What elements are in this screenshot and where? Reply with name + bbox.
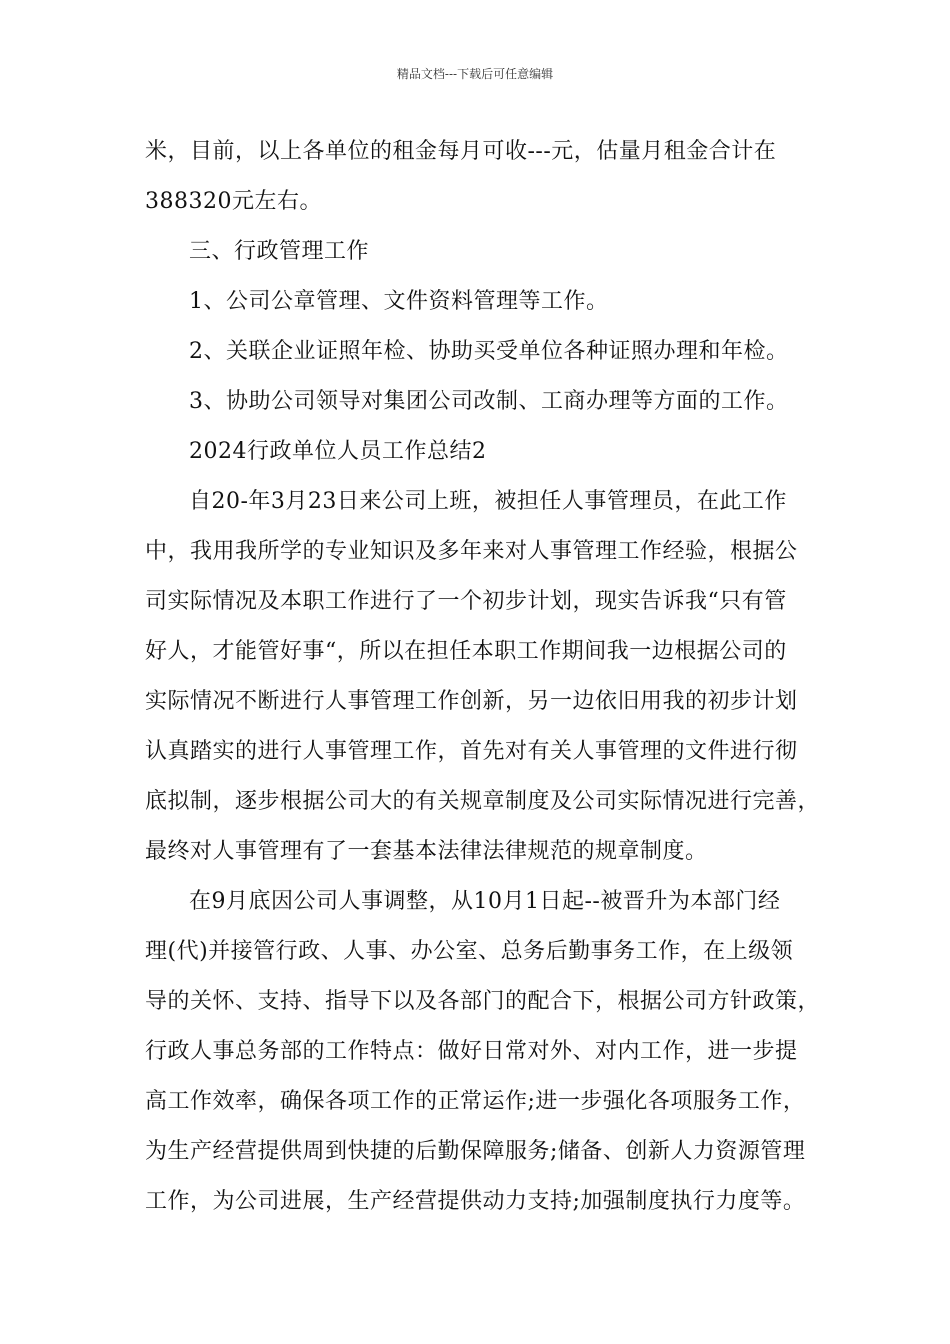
text-line: 在9月底因公司人事调整，从10月1日起--被晋升为本部门经 [189, 889, 781, 914]
list-item: 1、公司公章管理、文件资料管理等工作。 [189, 289, 609, 314]
text-line: 行政人事总务部的工作特点：做好日常对外、对内工作，进一步提 [145, 1039, 798, 1064]
text-line: 中，我用我所学的专业知识及多年来对人事管理工作经验，根据公 [145, 539, 798, 564]
text-line: 自20-年3月23日来公司上班，被担任人事管理员，在此工作 [189, 489, 787, 514]
text-line: 工作，为公司进展，生产经营提供动力支持;加强制度执行力度等。 [145, 1189, 806, 1214]
list-item: 2、关联企业证照年检、协助买受单位各种证照办理和年检。 [189, 339, 789, 364]
text-line: 好人，才能管好事“，所以在担任本职工作期间我一边根据公司的 [145, 639, 787, 664]
text-line: 认真踏实的进行人事管理工作，首先对有关人事管理的文件进行彻 [145, 739, 798, 764]
text-line: 高工作效率，确保各项工作的正常运作;进一步强化各项服务工作， [145, 1089, 806, 1114]
text-line: 导的关怀、支持、指导下以及各部门的配合下，根据公司方针政策， [145, 989, 821, 1014]
document-title: 2024行政单位人员工作总结2 [189, 439, 487, 464]
page-header: 精品文档---下载后可任意编辑 [396, 67, 554, 81]
text-line: 米，目前，以上各单位的租金每月可收---元，估量月租金合计在 [145, 139, 777, 164]
list-item: 3、协助公司领导对集团公司改制、工商办理等方面的工作。 [189, 389, 789, 414]
text-line: 最终对人事管理有了一套基本法律法律规范的规章制度。 [145, 839, 708, 864]
section-heading: 三、行政管理工作 [189, 239, 370, 264]
text-line: 司实际情况及本职工作进行了一个初步计划，现实告诉我“只有管 [145, 589, 787, 614]
text-line: 实际情况不断进行人事管理工作创新，另一边依旧用我的初步计划 [145, 689, 798, 714]
text-line: 理(代)并接管行政、人事、办公室、总务后勤事务工作，在上级领 [145, 939, 794, 964]
text-line: 为生产经营提供周到快捷的后勤保障服务;储备、创新人力资源管理 [145, 1139, 806, 1164]
text-line: 388320元左右。 [145, 189, 322, 214]
text-line: 底拟制，逐步根据公司大的有关规章制度及公司实际情况进行完善， [145, 789, 821, 814]
